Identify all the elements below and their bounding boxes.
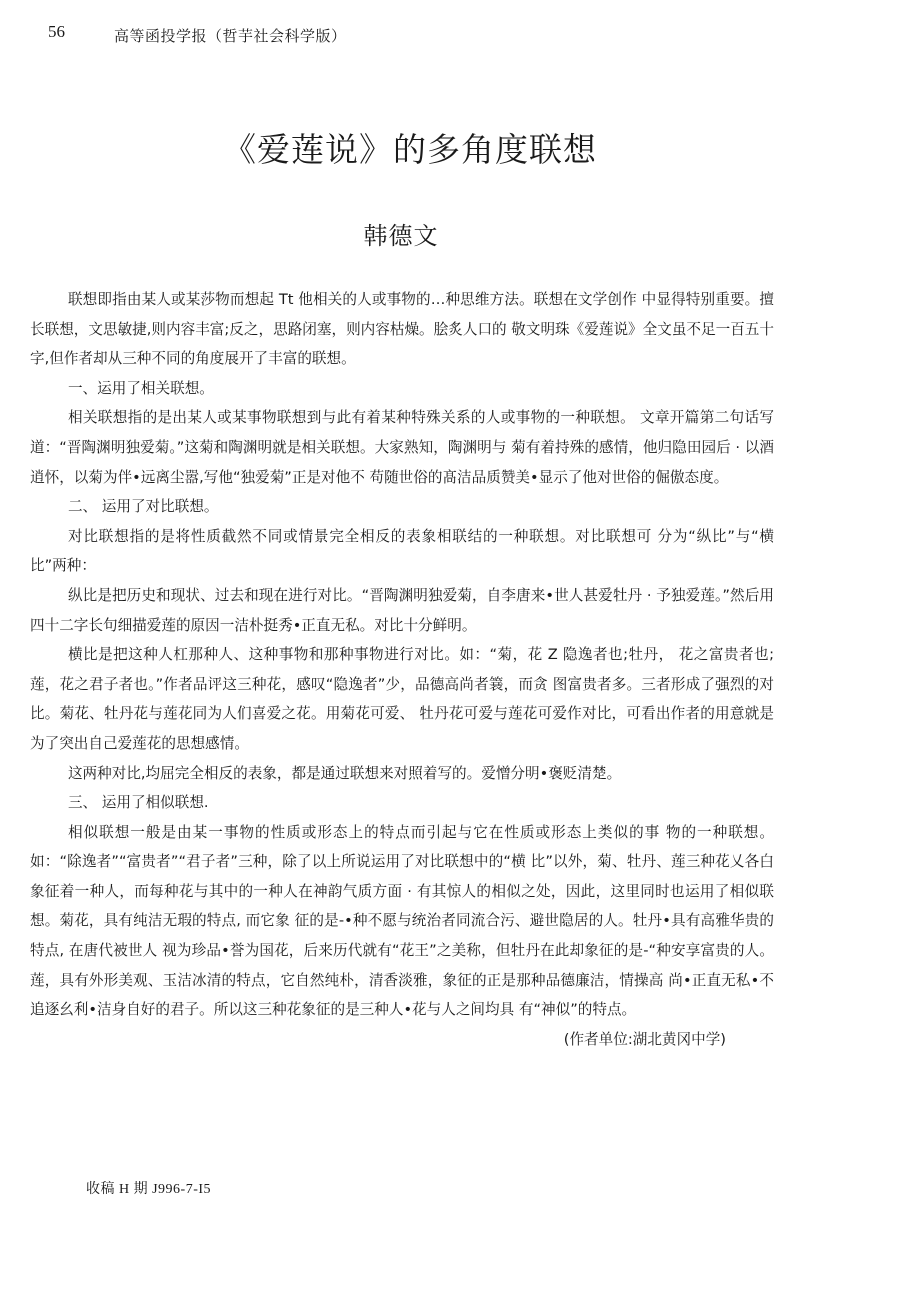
paragraph-horizontal-comparison: 横比是把这种人杠那种人、这种事物和那种事物进行对比。如：“菊，花 Z 隐逸者也;牡丹， 花之富贵者也;莲，花之君子者也。”作者品评这三种花，感叹“隐逸者”少，品德高尚者簔，而贪 图富贵者多。三者形成了强烈的对比。菊花、牡丹花与莲花同为人们喜爱之花。用菊花可爱、 牡丹花可爱与莲花可爱作对比，可看出作者的用意就是为了突出自己爱莲花的思想感情。 [30,646,774,752]
author-affiliation: (作者单位:湖北黄冈中学) [563,1030,726,1048]
article-body [30,285,774,1054]
paragraph-related-association: 相关联想指的是出某人或某事物联想到与此有着某种特殊关系的人或事物的一种联想。 文章开篇第二句话写道：“晋陶渊明独爱菊。”这菊和陶渊明就是相关联想。大家熟知，陶渊明与 菊有着持殊的感情，他归隐田园后 · 以酒逍怀，以菊为伴•远离尘嚣,写他“独爱菊”正是对他不 苟随世俗的髙洁品质赞美•显示了他对世俗的倔傲态度。 [30,409,774,486]
article-title: 《爱莲说》的多角度联想 [223,130,597,169]
section-heading-2: 二、 运用了对比联想。 [67,498,219,516]
section-heading-3: 三、 运用了相似联想. [67,794,209,812]
article-author: 韩德文 [363,222,439,250]
paragraph-vertical-comparison: 纵比是把历史和现状、过去和现在进行对比。“晋陶渊明独爱菊，自李唐来•世人甚爱牡丹 · 予独爱莲。”然后用四十二字长句细描爱莲的原因一洁朴挺秀•正直无私。对比十分鲜明。 [30,586,774,634]
journal-name: 高等函投学报（哲芋社会科学版） [114,27,347,45]
paragraph-similarity-association: 相似联想一般是由某一事物的性质或形态上的特点而引起与它在性质或形态上类似的事 物的一种联想。如：“除逸者”“富贵者”“君子者”三种，除了以上所说运用了对比联想中的“横 比”以外，菊、牡丹、莲三种花乂各白象征着一种人，而每种花与其中的一种人在神韵气质方面 · 有其惊人的相似之处，因此，这里同时也运用了相似联想。菊花，具有纯洁无瑕的特点, 而它象 征的是-•种不愿与统治者同流合污、避世隐居的人。牡丹•具有高雅华贵的特点, 在唐代被世人 视为珍品•誉为国花，后来历代就有“花王”之美称，但牡丹在此却象征的是-“种安享富贵的人。 莲，具有外形美观、玉洁冰清的特点，它自然纯朴，清香淡雅，象征的正是那种品德廉洁，情操高 尚•正直无私•不追逐幺利•洁身自好的君子。所以这三种花象征的是三种人•花与人之间均具 有“神似”的特点。 [30,823,774,1019]
paragraph-contrast-summary: 这两种对比,均屈完全相反的表象，都是通过联想来对照着写的。爱憎分明•褒贬清楚。 [67,764,622,782]
page-number: 56 [48,22,65,41]
paragraph-intro: 联想即指由某人或某莎物而想起 Tt 他相关的人或事物的…种思维方法。联想在文学创作 中显得特别重要。擅长联想，文思敏捷,则内容丰富;反之，思路闭塞，则内容枯燥。脍炙人口的 敬文明珠《爱莲说》全文虽不足一百五十字,但作者却从三种不同的角度展开了丰富的联想。 [30,291,774,368]
paragraph-contrast-definition: 对比联想指的是将性质截然不同或情景完全相反的表象相联结的一种联想。对比联想可 分为“纵比”与“横比”两种： [30,527,774,575]
received-date: 收稿 H 期 J996-7-I5 [86,1182,212,1197]
section-heading-1: 一、运用了相关联想。 [67,379,214,397]
